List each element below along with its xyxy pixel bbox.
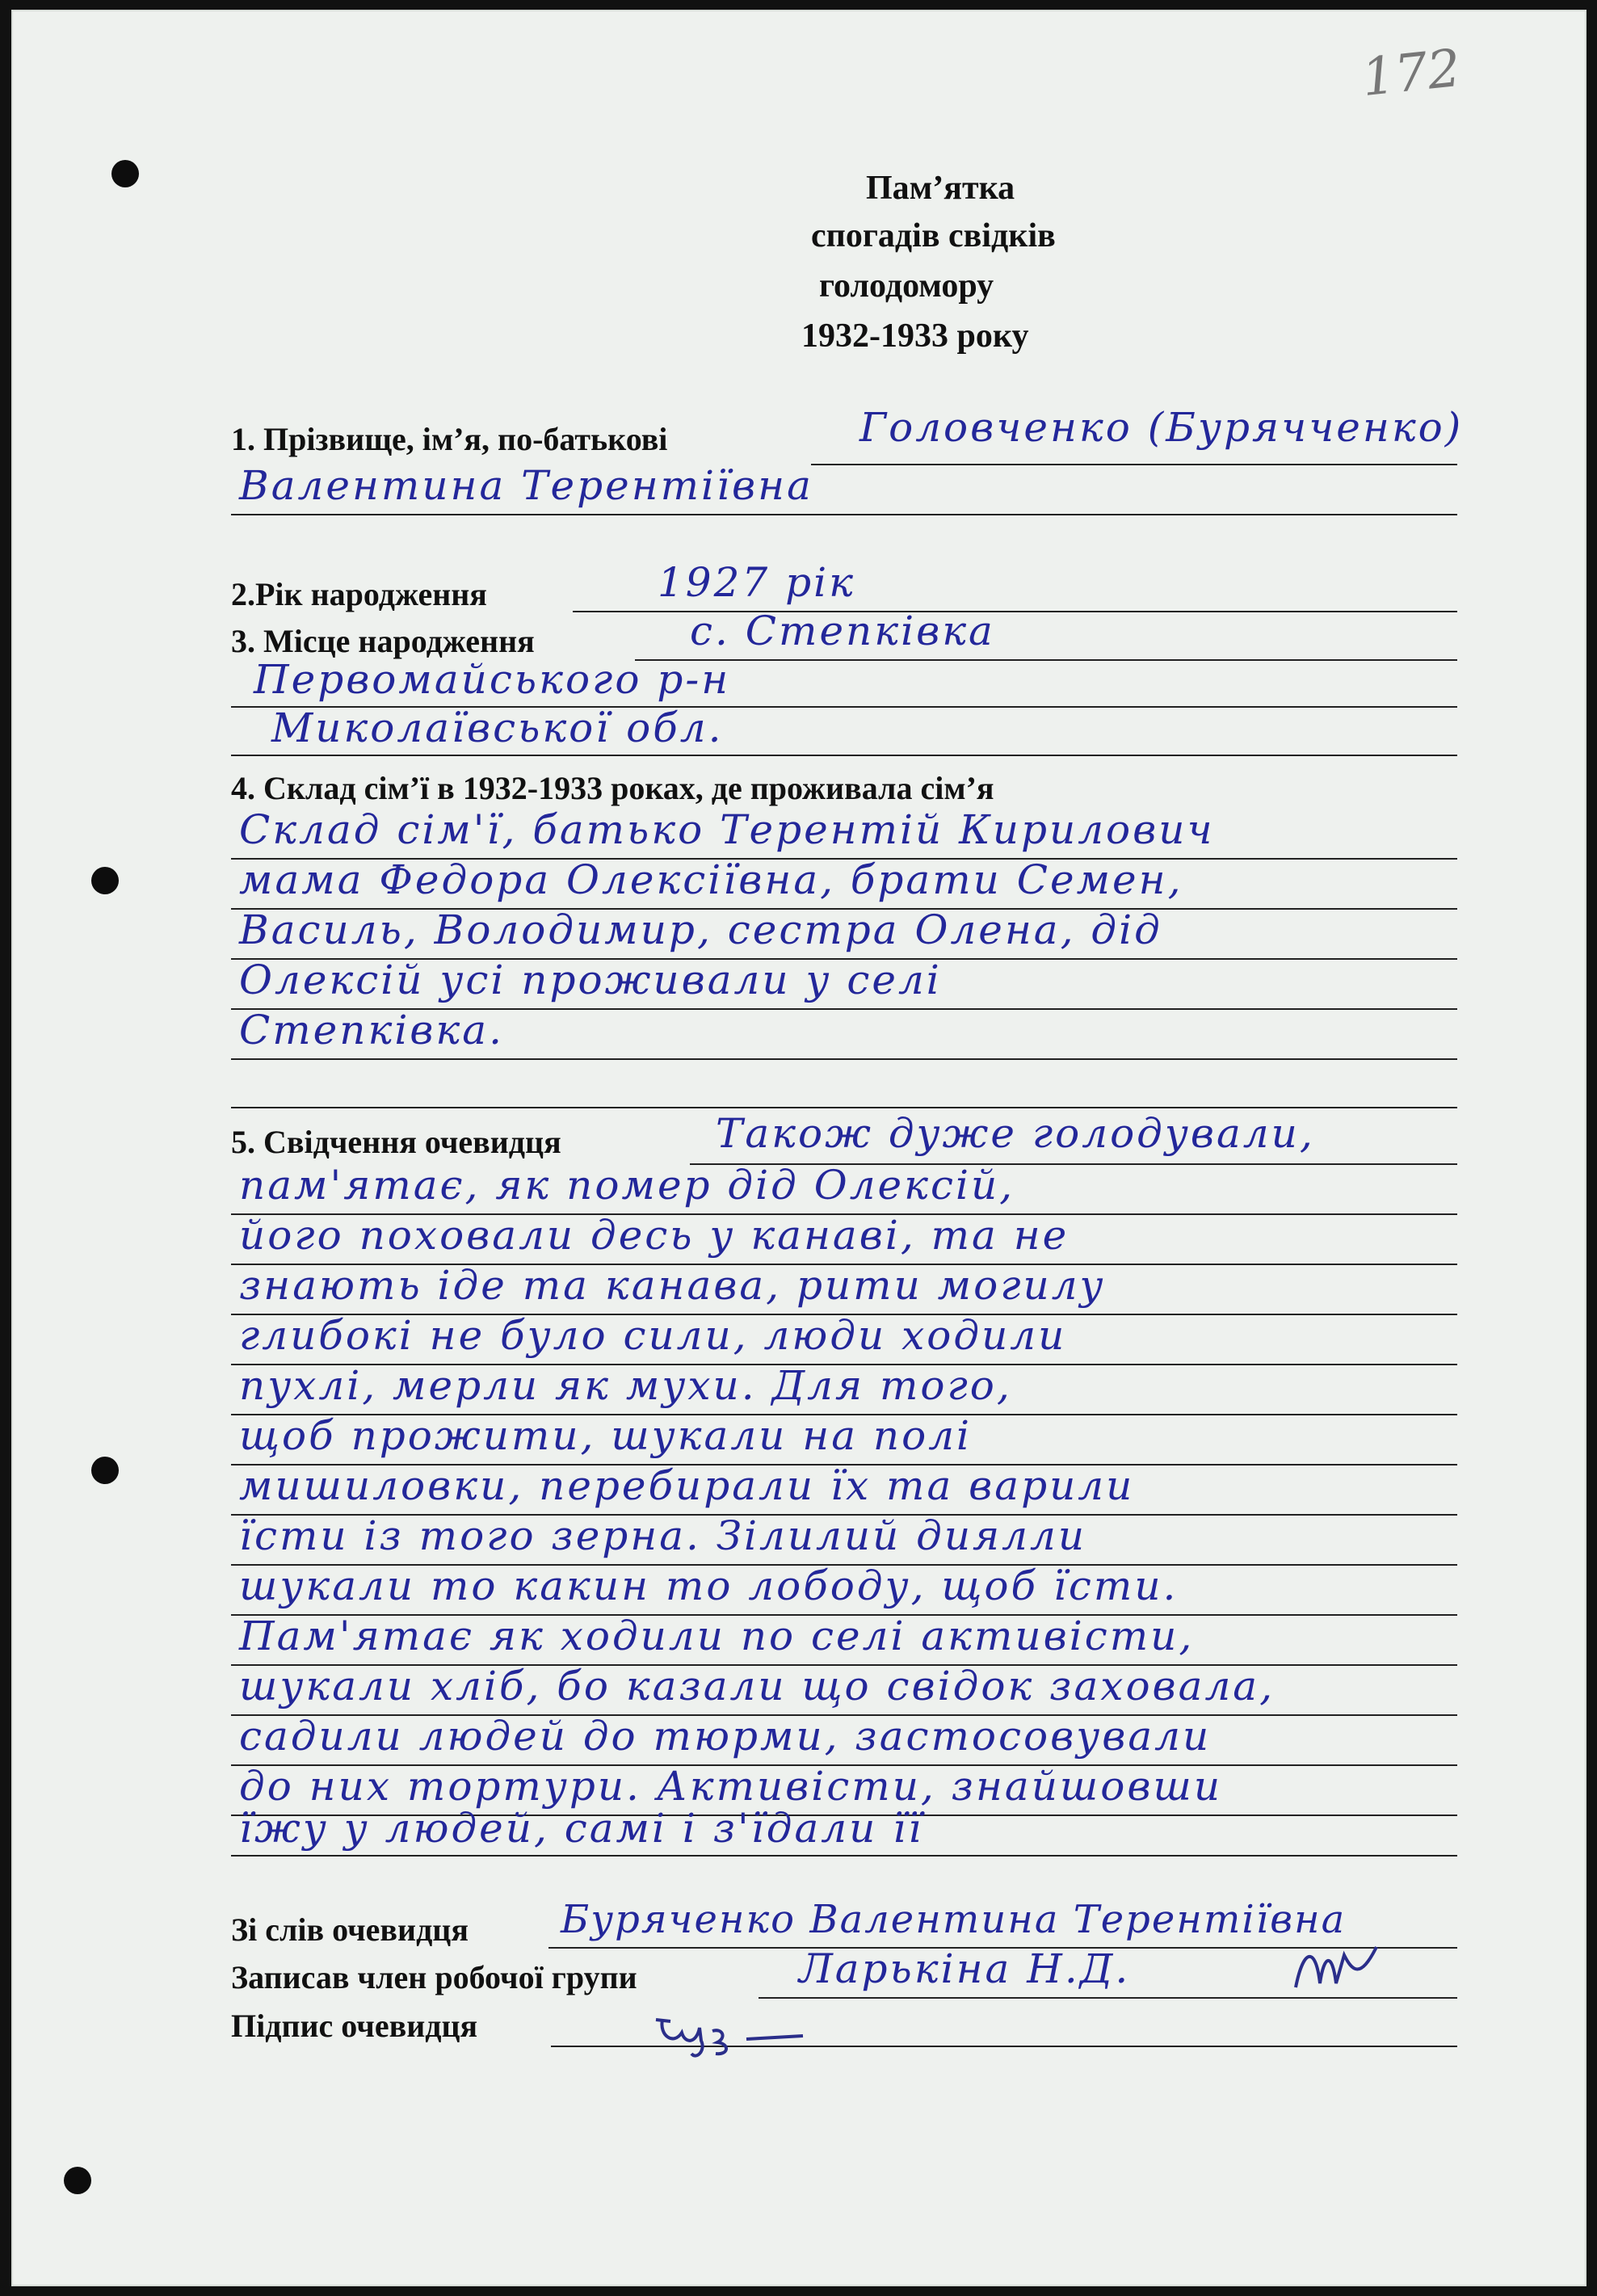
- testimony-line: Також дуже голодували,: [716, 1110, 1315, 1157]
- title-line-4: 1932-1933 року: [801, 317, 1029, 355]
- testimony-label: 5. Свідчення очевидця: [231, 1124, 561, 1160]
- punch-hole: [91, 1457, 119, 1484]
- testimony-line: глибокі не було сили, люди ходили: [239, 1312, 1067, 1359]
- recorded-by-label: Записав член робочої групи: [231, 1959, 637, 1995]
- title-line-1: Пам’ятка: [866, 170, 1015, 207]
- name-rule-2: [231, 514, 1457, 515]
- punch-hole: [91, 867, 119, 894]
- from-words-label: Зі слів очевидця: [231, 1911, 469, 1948]
- signature-label: Підпис очевидця: [231, 2008, 478, 2044]
- testimony-rule: [231, 1855, 1457, 1857]
- name-line-1: Головченко (Бурячченко): [859, 404, 1464, 451]
- testimony-line: садили людей до тюрми, застосовували: [239, 1713, 1212, 1760]
- testimony-line: знають іде та канава, рити могилу: [239, 1262, 1106, 1309]
- family-label: 4. Склад сім’ї в 1932-1933 роках, де проживала сім’я: [231, 770, 994, 806]
- title-line-3: голодомору: [819, 267, 994, 305]
- testimony-line: їсти із того зерна. Зілилий диялли: [239, 1512, 1087, 1559]
- birth-year-value: 1927 рік: [658, 559, 855, 606]
- name-line-2: Валентина Терентіївна: [239, 462, 813, 509]
- family-rule-5: [231, 1058, 1457, 1060]
- title-line-2: спогадів свідків: [811, 217, 1056, 254]
- birth-place-label: 3. Місце народження: [231, 623, 535, 659]
- punch-hole: [64, 2167, 91, 2194]
- testimony-line: шукали хліб, бо казали що свідок заховала,: [239, 1663, 1275, 1709]
- from-words-value: Буряченко Валентина Терентіївна: [561, 1897, 1347, 1942]
- testimony-line: їжу у людей, самі і з'їдали її: [239, 1805, 924, 1852]
- birth-place-line-3: Миколаївської обл.: [271, 704, 724, 751]
- testimony-line: пухлі, мерли як мухи. Для того,: [239, 1362, 1012, 1409]
- testimony-line: Пам'ятає як ходили по селі активісти,: [239, 1613, 1195, 1659]
- archive-number: 172: [1359, 38, 1464, 109]
- family-line-4: Олексій усі проживали у селі: [239, 957, 942, 1003]
- family-rule-6: [231, 1107, 1457, 1108]
- family-line-3: Василь, Володимир, сестра Олена, дід: [239, 906, 1162, 953]
- testimony-line: пам'ятає, як помер дід Олексій,: [239, 1162, 1015, 1209]
- birth-place-line-1: с. Степківка: [690, 608, 995, 654]
- document-page: [11, 10, 1586, 2286]
- name-label: 1. Прізвище, ім’я, по-батькові: [231, 421, 668, 457]
- birth-year-label: 2.Рік народження: [231, 576, 487, 612]
- testimony-line: шукали то какин то лободу, щоб їсти.: [239, 1562, 1179, 1609]
- birth-place-rule-3: [231, 755, 1457, 756]
- family-line-1: Склад сім'ї, батько Терентій Кирилович: [239, 806, 1215, 853]
- testimony-line: до них тортури. Активісти, знайшовши: [239, 1763, 1223, 1810]
- birth-place-rule-1: [635, 659, 1457, 661]
- name-rule-1: [811, 464, 1457, 465]
- family-line-2: мама Федора Олексіївна, брати Семен,: [239, 856, 1183, 903]
- testimony-line: його поховали десь у канаві, та не: [239, 1212, 1070, 1259]
- recorded-by-value: Ларькіна Н.Д.: [799, 1945, 1131, 1992]
- punch-hole: [111, 160, 139, 187]
- witness-signature: [649, 2004, 819, 2068]
- recorder-signature: [1288, 1939, 1385, 2004]
- testimony-line: мишиловки, перебирали їх та варили: [239, 1462, 1135, 1509]
- testimony-line: щоб прожити, шукали на полі: [239, 1412, 973, 1459]
- family-line-5: Степківка.: [239, 1007, 504, 1053]
- birth-place-line-2: Первомайського р-н: [254, 656, 731, 703]
